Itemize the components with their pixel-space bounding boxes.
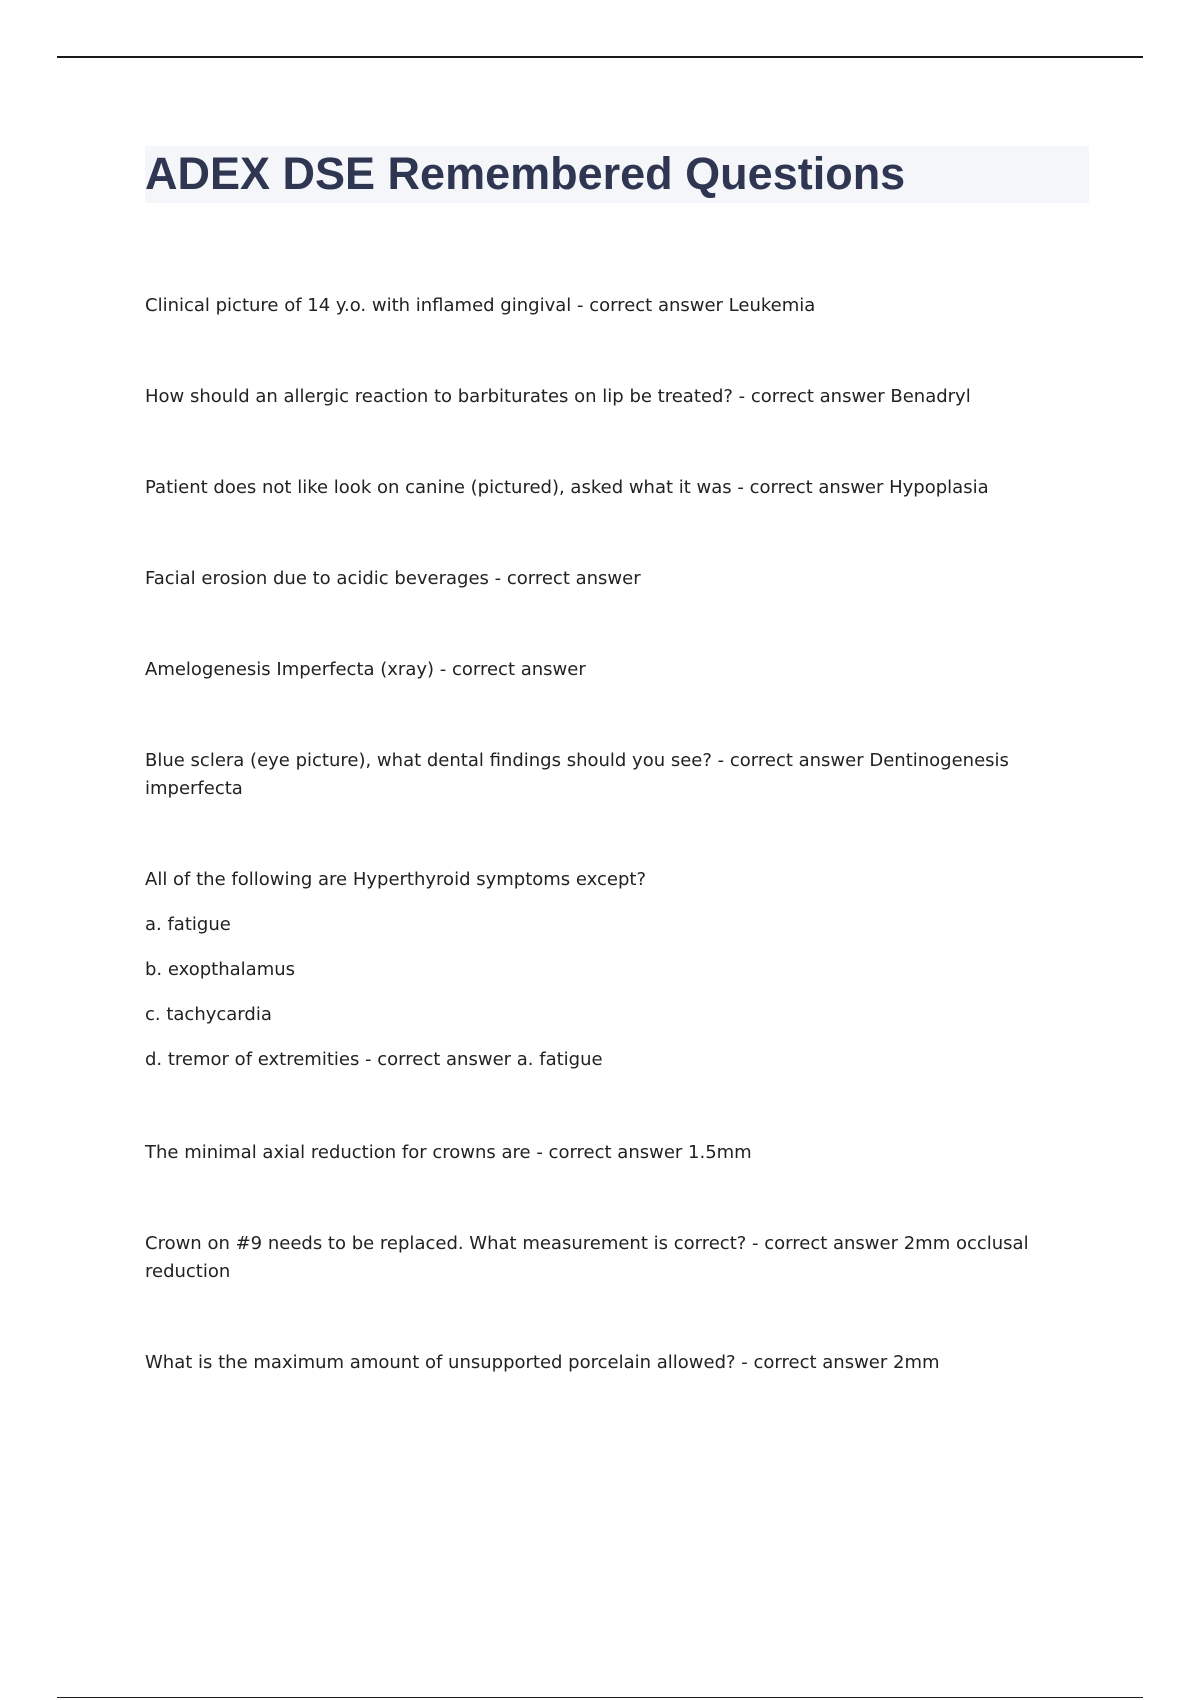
question-7-option-a: a. fatigue: [145, 914, 231, 935]
question-7-option-c: c. tachycardia: [145, 1004, 272, 1025]
question-3: Patient does not like look on canine (pictured), asked what it was - correct answer Hypoplasia: [145, 477, 989, 498]
bottom-divider: [57, 1697, 1143, 1698]
question-2: How should an allergic reaction to barbiturates on lip be treated? - correct answer Benadryl: [145, 386, 971, 407]
question-10: What is the maximum amount of unsupported porcelain allowed? - correct answer 2mm: [145, 1352, 940, 1373]
question-9: Crown on #9 needs to be replaced. What measurement is correct? - correct answer 2mm occlusal reduction: [145, 1233, 1029, 1282]
question-7: [145, 866, 1045, 1091]
question-7-option-b: b. exopthalamus: [145, 959, 296, 980]
question-7-option-d: d. tremor of extremities - correct answer a. fatigue: [145, 1049, 603, 1070]
question-5: Amelogenesis Imperfecta (xray) - correct answer: [145, 659, 586, 680]
question-6: Blue sclera (eye picture), what dental findings should you see? - correct answer Dentinogenesis imperfecta: [145, 750, 1009, 799]
page-title: ADEX DSE Remembered Questions: [145, 148, 906, 199]
question-4: Facial erosion due to acidic beverages - correct answer: [145, 568, 641, 589]
question-8: The minimal axial reduction for crowns are - correct answer 1.5mm: [145, 1142, 752, 1163]
question-1: Clinical picture of 14 y.o. with inflamed gingival - correct answer Leukemia: [145, 295, 816, 316]
question-7-stem: All of the following are Hyperthyroid symptoms except?: [145, 869, 647, 890]
top-divider: [57, 56, 1143, 58]
